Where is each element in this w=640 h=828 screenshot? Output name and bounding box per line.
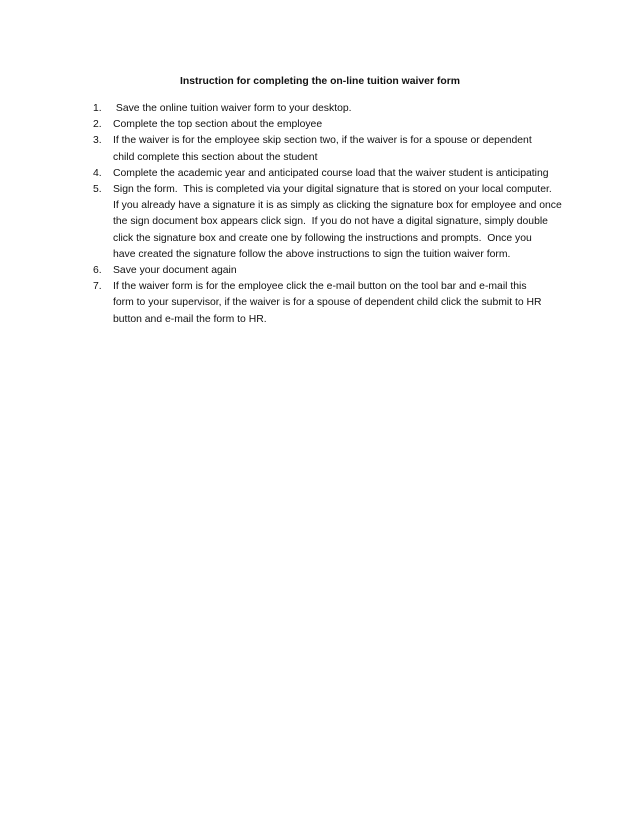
step-text-line: have created the signature follow the above instructions to sign the tuition waiver form. (113, 248, 511, 260)
step-number: 5. (93, 184, 102, 196)
step-text-line: the sign document box appears click sign. If you do not have a digital signature, simply double (113, 216, 548, 228)
step-text-line: Complete the top section about the employee (113, 119, 323, 131)
instruction-step-2 (93, 117, 578, 133)
step-text-line: If you already have a signature it is as simply as clicking the signature box for employee and once (113, 200, 562, 212)
document-title: Instruction for completing the on-line tuition waiver form (180, 76, 460, 87)
step-number: 7. (93, 281, 102, 293)
step-number: 1. (93, 103, 102, 114)
step-text-line: If the waiver is for the employee skip section two, if the waiver is for a spouse or dependent (113, 135, 532, 147)
step-text-line: Sign the form. This is completed via your digital signature that is stored on your local computer. (113, 184, 552, 196)
instruction-step-4 (93, 166, 578, 182)
step-number: 4. (93, 167, 102, 179)
instruction-step-7 (93, 279, 578, 328)
instruction-step-3 (93, 133, 578, 165)
step-number: 6. (93, 265, 102, 277)
step-text-line: Save your document again (113, 265, 237, 277)
step-text-line: If the waiver form is for the employee click the e-mail button on the tool bar and e-mail this (113, 281, 527, 293)
step-number: 2. (93, 119, 102, 131)
step-text-line: form to your supervisor, if the waiver is for a spouse of dependent child click the submit to HR (113, 297, 542, 309)
step-text-line: Save the online tuition waiver form to your desktop. (113, 103, 352, 114)
instruction-step-6 (93, 263, 578, 279)
step-text-line: child complete this section about the student (113, 151, 318, 163)
instruction-step-5 (93, 182, 578, 263)
step-text-line: Complete the academic year and anticipated course load that the waiver student is anticipating (113, 167, 549, 179)
instruction-step-1 (93, 101, 578, 117)
step-text-line: button and e-mail the form to HR. (113, 313, 267, 325)
step-number: 3. (93, 135, 102, 147)
step-text-line: click the signature box and create one by following the instructions and prompts. Once you (113, 232, 532, 244)
instruction-list (93, 101, 578, 328)
